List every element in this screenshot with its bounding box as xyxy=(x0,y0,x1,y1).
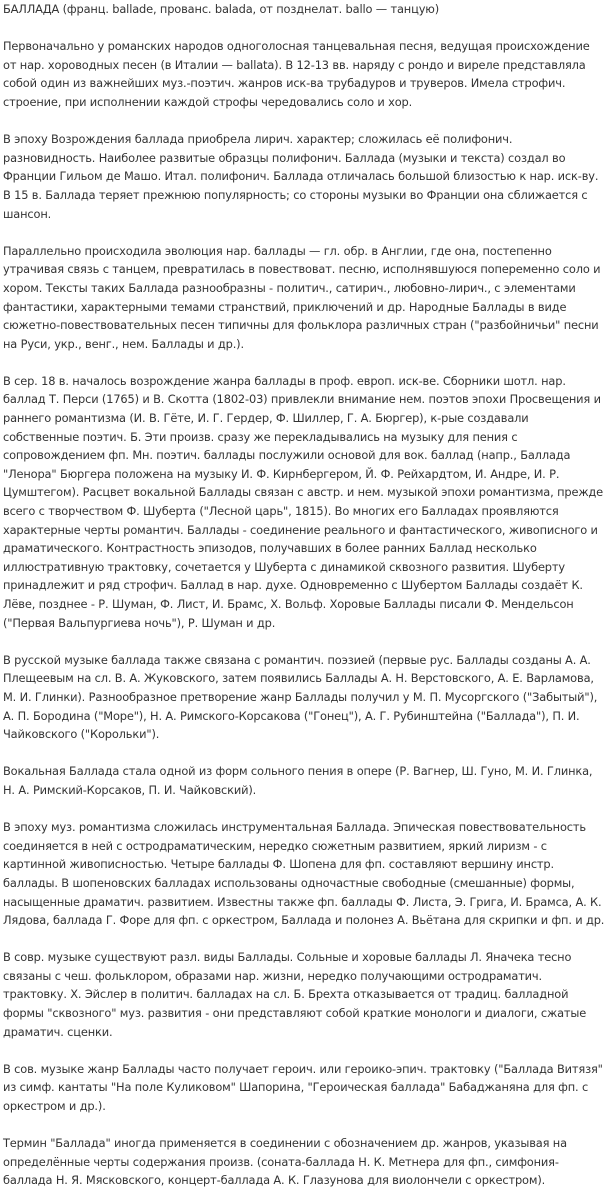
paragraph-folk-ballad: Параллельно происходила эволюция нар. баллады — гл. обр. в Англии, где она, постепенно утрачивая связь с танцем, превратилась в повествоват. песню, исполнявшуюся попеременно соло и хором. Тексты таких Баллада разнообразны - политич., сатирич., любовно-лирич., с элементами фантастики, характерными темами странствий, приключений и др. Народные Баллады в виде сюжетно-повествовательных песен типичны для фольклора различных стран ("разбойничьи" песни на Руси, укр., венг., нем. Баллады и др.). xyxy=(3,243,601,351)
paragraph-18th-century: В сер. 18 в. началось возрождение жанра баллады в проф. европ. иск-ве. Сборники шотл. нар. баллад Т. Перси (1765) и В. Скотта (1802-03) привлекли внимание нем. поэтов эпохи Просвещения и раннего романтизма (И. В. Гёте, И. Г. Гердер, Ф. Шиллер, Г. А. Бюргер), к-рые создавали собственные поэтич. Б. Эти произв. сразу же перекладывались на музыку для пения с сопровождением фп. Мн. поэтич. баллады послужили основой для вок. баллад (напр., Баллада "Ленора" Бюргера положена на музыку И. Ф. Кирнбергером, Й. Ф. Рейхардтом, И. Андре, И. Р. Цумштегом). Расцвет вокальной Баллады связан с австр. и нем. музыкой эпохи романтизма, прежде всего с творчеством Ф. Шуберта ("Лесной царь", 1815). Во многих его Балладах проявляются характерные черты романтич. Баллады - соединение реального и фантастического, живописного и драматического. Контрастность эпизодов, получавших в более ранних Баллад несколько иллюстративную трактовку, сочетается у Шуберта с динамикой сквозного развития. Шуберту принадлежит и ряд строфич. Баллад в нар. духе. Одновременно с Шубертом Баллады создаёт К. Лёве, позднее - Р. Шуман, Ф. Лист, И. Брамс, Х. Вольф. Хоровые Баллады писали Ф. Мендельсон ("Первая Вальпургиева ночь"), Р. Шуман и др. xyxy=(3,373,604,630)
paragraph-instrumental: В эпоху муз. романтизма сложилась инструментальная Баллада. Эпическая повествовательность соединяется в ней с остродраматическим, нередко сюжетным развитием, яркий лиризм - с картинной живописностью. Четыре баллады Ф. Шопена для фп. составляют вершину инстр. баллады. В шопеновских балладах использованы одночастные свободные (смешанные) формы, насыщенные драматич. развитием. Известны также фп. баллады Ф. Листа, Э. Грига, И. Брамса, А. К. Лядова, баллада Г. Форе для фп. с оркестром, Баллада и полонез А. Вьётана для скрипки и фп. и др. xyxy=(3,820,605,928)
paragraph-opera: Вокальная Баллада стала одной из форм сольного пения в опере (Р. Вагнер, Ш. Гуно, М. И. Глинка, Н. А. Римский-Корсаков, П. И. Чайковский). xyxy=(3,764,593,797)
paragraph-russian-music: В русской музыке баллада также связана с романтич. поэзией (первые рус. Баллады созданы А. А. Плещеевым на сл. В. А. Жуковского, затем появились Баллады А. Н. Верстовского, А. Е. Варламова, М. И. Глинки). Разнообразное претворение жанр Баллады получил у М. П. Мусоргского ("Забытый"), А. П. Бородина ("Море"), Н. А. Римского-Корсакова ("Гонец"), А. Г. Рубинштейна ("Баллада"), П. И. Чайковского ("Корольки"). xyxy=(3,652,598,742)
article-title: БАЛЛАДА (франц. ballade, прованс. balada, от позднелат. ballo — танцую) xyxy=(3,2,440,16)
paragraph-term: Термин "Баллада" иногда применяется в соединении с обозначением др. жанров, указывая на определённые черты содержания произв. (соната-баллада Н. К. Метнера для фп., симфония-баллада Н. Я. Мясковского, концерт-баллада А. К. Глазунова для виолончели с оркестром). xyxy=(3,1136,567,1188)
paragraph-soviet: В сов. музыке жанр Баллады часто получает героич. или героико-эпич. трактовку ("Баллада Витязя" из симф. кантаты "На поле Куликовом" Шапорина, "Героическая баллада" Бабаджаняна для фп. с оркестром и др.). xyxy=(3,1061,603,1114)
paragraph-modern: В совр. музыке существуют разл. виды Баллады. Сольные и хоровые баллады Л. Яначека тесно связаны с чеш. фольклором, образами нар. жизни, нередко получающими остродраматич. трактовку. Х. Эйслер в политич. балладах на сл. Б. Брехта отказывается от традиц. балладной формы "сквозного" муз. развития - они представляют собой краткие монологи и диалоги, сжатые драматич. сценки. xyxy=(3,950,587,1039)
paragraph-renaissance: В эпоху Возрождения баллада приобрела лирич. характер; сложилась её полифонич. разновидность. Наиболее развитые образцы полифонич. Баллада (музыки и текста) создал во Франции Гильом де Машо. Итал. полифонич. Баллада отличалась большой близостью к нар. иск-ву. В 15 в. Баллада теряет прежнюю популярность; со стороны музыки во Франции она сближается с шансон. xyxy=(3,132,599,221)
article xyxy=(3,0,605,1190)
paragraph-origin: Первоначально у романских народов одноголосная танцевальная песня, ведущая происхождение от нар. хороводных песен (в Италии — ballata). В 12-13 вв. наряду с рондо и виреле представлялa собой один из важнейших муз.-поэтич. жанров иск-ва трубадуров и труверов. Имела строфич. строение, при исполнении каждой строфы чередовались соло и хор. xyxy=(3,39,590,109)
